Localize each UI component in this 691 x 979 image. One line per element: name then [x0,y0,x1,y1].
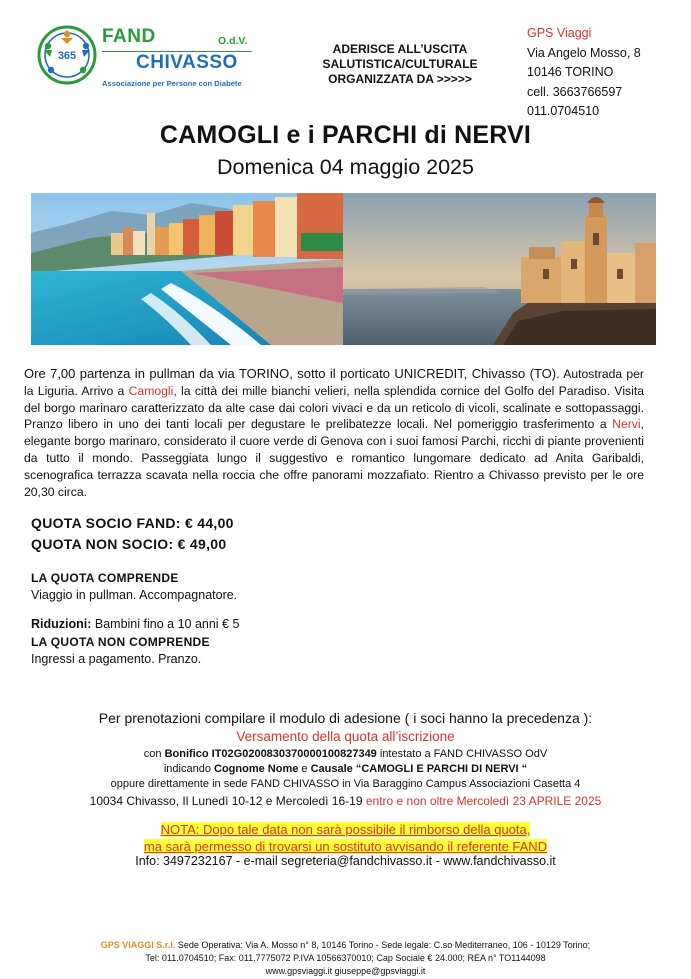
agency-cell: cell. 3663766597 [527,84,623,99]
refund-note: NOTA: Dopo tale data non sarà possibile il rimborso della quota, [160,822,531,837]
departure-info: Ore 7,00 partenza in pullman da via TORINO, sotto il porticato UNICREDIT, Chivasso (TO). [24,366,560,381]
reference-name: Cognome Nome [214,763,299,775]
center-note-line: ADERISCE ALL’USCITA [332,42,468,56]
footer-line-3: www.gpsviaggi.it giuseppe@gpsviaggi.it [265,966,426,976]
reductions [31,617,239,631]
price-member: QUOTA SOCIO FAND: € 44,00 [31,515,234,531]
bank-transfer-suffix: intestato a FAND CHIVASSO OdV [376,748,548,760]
note-line-1 [0,821,691,839]
reductions-label: Riduzioni: [31,617,92,631]
page-title: CAMOGLI e i PARCHI di NERVI [159,121,532,149]
center-note-line: ORGANIZZATA DA >>>>> [328,72,472,86]
substitute-note: ma sarà permesso di trovarsi un sostituto avvisando il referente FAND [143,839,548,854]
footer-brand: GPS VIAGGI S.r.l. [100,940,176,950]
bank-transfer-line [0,747,691,761]
nervi-highlight: Nervi [612,417,641,432]
center-note-line: SALUTISTICA/CULTURALE [322,57,478,71]
description-text: , la città dei mille bianchi velieri, nella splendida cornice del Golfo del Paradiso. Visita del borgo marinaro caratterizzato da alte case dai colori vivaci e da un reticolo di vicoli, scalinate e sottopassaggi. Pranzo libero in uno dei tanti locali per degustare le prelibatezze locali. Nel pomeriggio trasferimento a [24,383,644,432]
includes-text: Viaggio in pullman. Accompagnatore. [31,588,238,602]
footer-address: Sede Operativa: Via A. Mosso n° 8, 10146 Torino - Sede legale: C.so Mediterraneo, 106 - 10129 Torino; [175,940,591,950]
office-hours-line [0,794,691,808]
description-text: Autostrada per la Liguria. Arrivo a [24,367,644,398]
booking-deadline: entro e non oltre Mercoledì 23 APRILE 2025 [365,794,602,808]
logo-badge: 365 [57,50,77,62]
excludes-text: Ingressi a pagamento. Pranzo. [31,652,202,666]
excludes-label: LA QUOTA NON COMPRENDE [31,635,210,649]
logo-odv: O.d.V. [218,35,248,47]
logo-chivasso: CHIVASSO [136,52,238,73]
fand-365-logo-icon [36,24,98,86]
agency-name: GPS Viaggi [527,26,592,40]
reference-and: e [298,763,311,775]
camogli-church-sunset-photo [343,193,656,345]
agency-phone: 011.0704510 [527,104,600,118]
price-non-member: QUOTA NON SOCIO: € 49,00 [31,536,227,552]
footer-line-1 [0,939,691,952]
camogli-beach-photo [31,193,343,345]
logo-subtitle: Associazione per Persone con Diabete [102,79,242,88]
reductions-text: Bambini fino a 10 anni € 5 [91,617,240,631]
agency-contact [527,24,641,122]
footer-line-2: Tel: 011.0704510; Fax: 011.7775072 P.IVA 10566370010; Cap Sociale € 24.000; REA n° TO1144098 [145,953,546,963]
includes-label: LA QUOTA COMPRENDE [31,571,179,585]
iban: Bonifico IT02G0200830370000100827349 [164,748,377,760]
payment-heading: Versamento della quota all’iscrizione [236,729,455,744]
description-text: , elegante borgo marinaro, considerato il cuore verde di Genova con i suoi famosi Parchi, ricchi di piante provenienti da tutto il mondo. Passeggiata lungo il suggestivo e romantico lungomare dedicato ad Anita Garibaldi, scenografica terrazza scavata nella roccia che offre panorami mozzafiato. Rientro a Chivasso previsto per le ore 20,30 circa [24,417,644,499]
event-date: Domenica 04 maggio 2025 [217,155,474,179]
contact-info: Info: 3497232167 - e-mail segreteria@fandchivasso.it - www.fandchivasso.it [135,854,556,868]
booking-intro: Per prenotazioni compilare il modulo di adesione ( i soci hanno la precedenza ): [98,710,593,726]
reference-prefix: indicando [163,763,214,775]
payment-reference-line [0,762,691,776]
bank-transfer-prefix: con [143,748,165,760]
center-note [300,42,500,87]
description-end: . [83,484,88,499]
fand-logo [36,24,266,94]
itinerary-description [24,366,644,500]
office-hours: 10034 Chivasso, Il Lunedì 10-12 e Mercoledì 16-19 [89,794,366,808]
agency-city: 10146 TORINO [527,65,614,79]
office-address: oppure direttamente in sede FAND CHIVASSO in Via Baraggino Campus Associazioni Casetta 4 [110,778,581,790]
reference-causale: Causale “CAMOGLI E PARCHI DI NERVI “ [310,763,528,775]
camogli-highlight: Camogli [128,383,174,398]
logo-fand: FAND [102,26,156,47]
agency-address: Via Angelo Mosso, 8 [527,45,641,60]
